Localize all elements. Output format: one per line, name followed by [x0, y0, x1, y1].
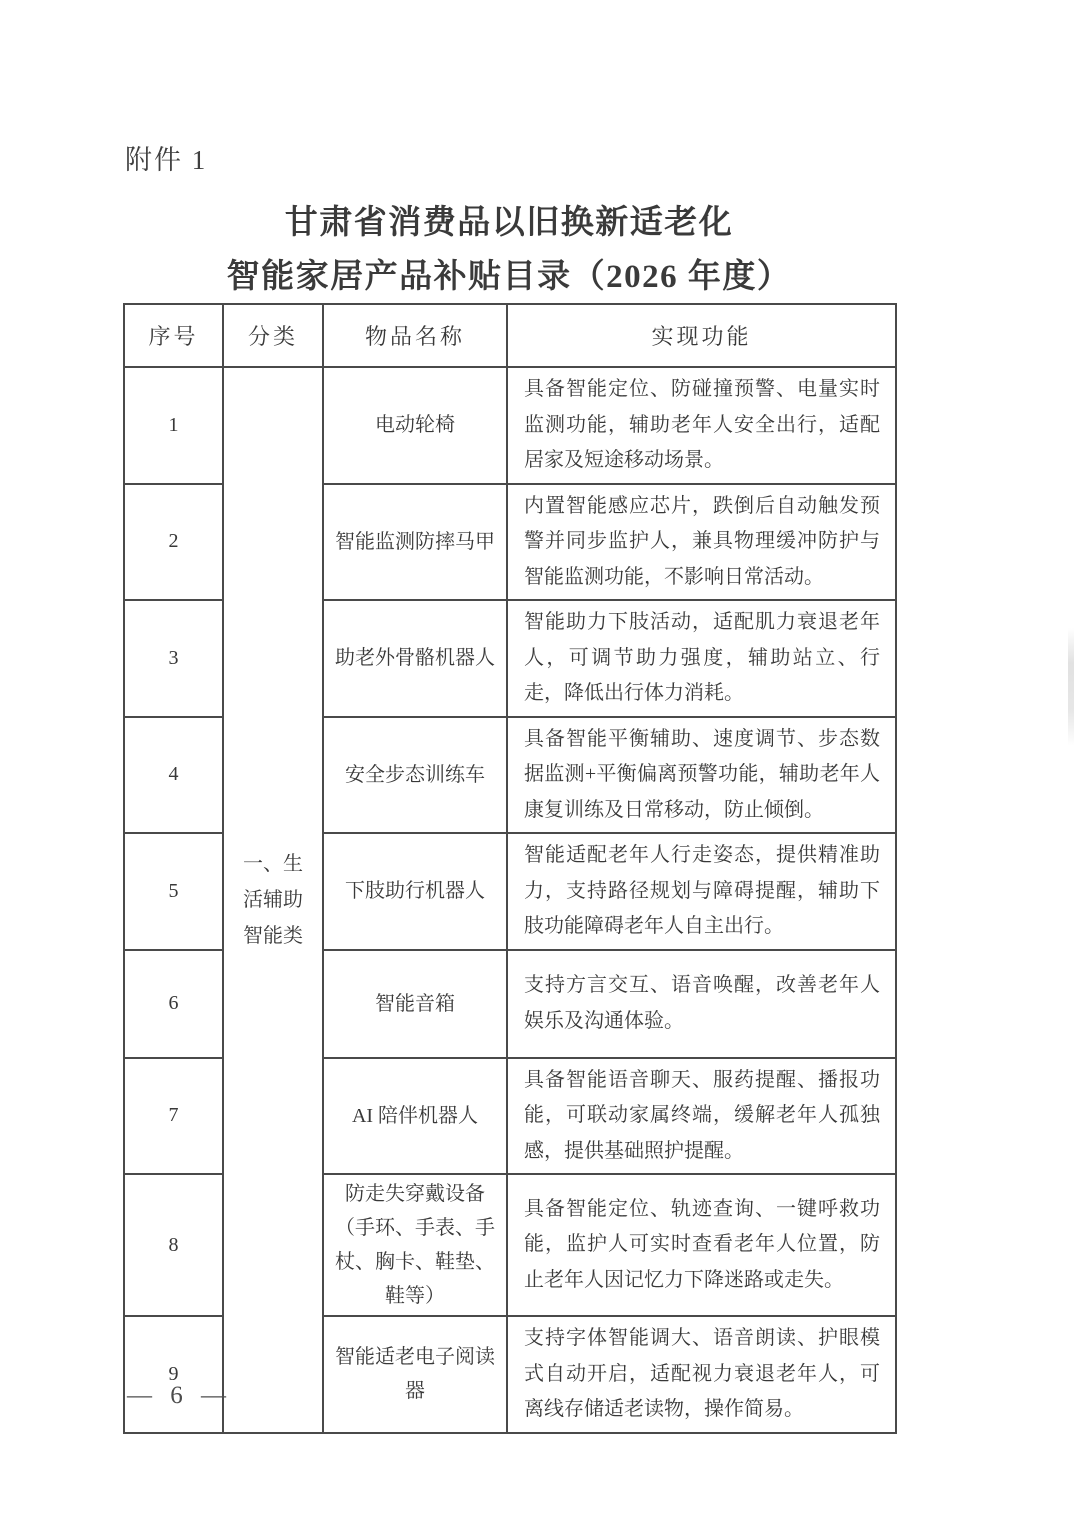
item-name-cell: AI 陪伴机器人 [323, 1058, 507, 1175]
row-number-cell: 7 [124, 1058, 223, 1175]
row-number-cell: 4 [124, 717, 223, 834]
category-cell: 一、生活辅助智能类 [223, 367, 323, 1433]
item-name-cell: 智能音箱 [323, 950, 507, 1058]
table-header-row [124, 304, 896, 367]
function-cell: 智能适配老年人行走姿态，提供精准助力，支持路径规划与障碍提醒，辅助下肢功能障碍老年人自主出行。 [507, 833, 896, 950]
item-name-cell: 智能适老电子阅读器 [323, 1316, 507, 1433]
item-name-cell: 智能监测防摔马甲 [323, 484, 507, 601]
item-name-cell: 防走失穿戴设备（手环、手表、手杖、胸卡、鞋垫、鞋等） [323, 1174, 507, 1316]
function-cell: 具备智能定位、轨迹查询、一键呼救功能，监护人可实时查看老年人位置，防止老年人因记忆力下降迷路或走失。 [507, 1174, 896, 1316]
item-name-cell: 电动轮椅 [323, 367, 507, 484]
scan-edge-artifact [1068, 628, 1074, 746]
row-number-cell: 1 [124, 367, 223, 484]
item-name-cell: 安全步态训练车 [323, 717, 507, 834]
document-title-line1: 甘肃省消费品以旧换新适老化 [284, 205, 734, 241]
column-header-no: 序号 [124, 304, 223, 367]
document-title [123, 196, 895, 304]
row-number-cell: 5 [124, 833, 223, 950]
table-row [124, 367, 896, 484]
column-header-function: 实现功能 [507, 304, 896, 367]
function-cell: 支持方言交互、语音唤醒，改善老年人娱乐及沟通体验。 [507, 950, 896, 1058]
row-number-cell: 2 [124, 484, 223, 601]
row-number-cell: 8 [124, 1174, 223, 1316]
item-name-cell: 下肢助行机器人 [323, 833, 507, 950]
attachment-label: 附件 1 [125, 145, 208, 175]
page-number: — 6 — [127, 1382, 232, 1409]
function-cell: 具备智能语音聊天、服药提醒、播报功能，可联动家属终端，缓解老年人孤独感，提供基础照护提醒。 [507, 1058, 896, 1175]
column-header-name: 物品名称 [323, 304, 507, 367]
row-number-cell: 9 [124, 1316, 223, 1433]
function-cell: 支持字体智能调大、语音朗读、护眼模式自动开启，适配视力衰退老年人，可离线存储适老读物，操作简易。 [507, 1316, 896, 1433]
row-number-cell: 6 [124, 950, 223, 1058]
document-title-line2: 智能家居产品补贴目录（2026 年度） [226, 259, 792, 295]
column-header-category: 分类 [223, 304, 323, 367]
subsidy-catalog-table [123, 303, 897, 1434]
item-name-cell: 助老外骨骼机器人 [323, 600, 507, 717]
function-cell: 智能助力下肢活动，适配肌力衰退老年人，可调节助力强度，辅助站立、行走，降低出行体力消耗。 [507, 600, 896, 717]
function-cell: 具备智能平衡辅助、速度调节、步态数据监测+平衡偏离预警功能，辅助老年人康复训练及日常移动，防止倾倒。 [507, 717, 896, 834]
function-cell: 内置智能感应芯片，跌倒后自动触发预警并同步监护人，兼具物理缓冲防护与智能监测功能，不影响日常活动。 [507, 484, 896, 601]
function-cell: 具备智能定位、防碰撞预警、电量实时监测功能，辅助老年人安全出行，适配居家及短途移动场景。 [507, 367, 896, 484]
row-number-cell: 3 [124, 600, 223, 717]
